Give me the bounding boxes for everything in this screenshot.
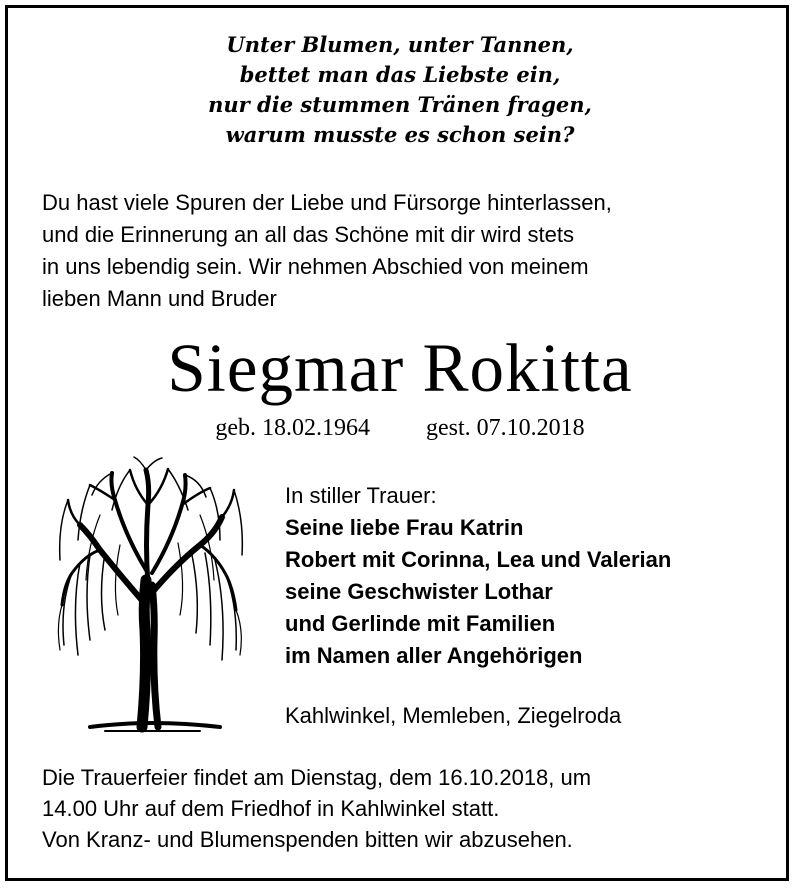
life-dates bbox=[0, 412, 800, 444]
intro-text bbox=[42, 187, 762, 315]
mourner-line: im Namen aller Angehörigen bbox=[285, 643, 583, 668]
intro-line: lieben Mann und Bruder bbox=[42, 286, 277, 311]
funeral-info bbox=[42, 762, 772, 855]
funeral-line: Von Kranz- und Blumenspenden bitten wir abzusehen. bbox=[42, 827, 573, 852]
intro-line: in uns lebendig sein. Wir nehmen Abschied von meinem bbox=[42, 254, 589, 279]
tree-icon bbox=[50, 455, 250, 740]
poem bbox=[0, 30, 800, 150]
mourner-line: Robert mit Corinna, Lea und Valerian bbox=[285, 547, 672, 572]
intro-line: und die Erinnerung an all das Schöne mit dir wird stets bbox=[42, 222, 574, 247]
birth-date: geb. 18.02.1964 bbox=[215, 415, 370, 441]
intro-line: Du hast viele Spuren der Liebe und Fürsorge hinterlassen, bbox=[42, 190, 612, 215]
places: Kahlwinkel, Memleben, Ziegelroda bbox=[285, 703, 622, 728]
poem-line: warum musste es schon sein? bbox=[225, 122, 575, 147]
mourner-line: Seine liebe Frau Katrin bbox=[285, 515, 524, 540]
death-date: gest. 07.10.2018 bbox=[425, 415, 585, 441]
deceased-name: Siegmar Rokitta bbox=[167, 330, 633, 406]
poem-line: nur die stummen Tränen fragen, bbox=[208, 92, 592, 117]
poem-line: bettet man das Liebste ein, bbox=[239, 62, 561, 87]
poem-line: Unter Blumen, unter Tannen, bbox=[226, 32, 574, 57]
mourner-line: und Gerlinde mit Familien bbox=[285, 611, 556, 636]
mourner-line: seine Geschwister Lothar bbox=[285, 579, 553, 604]
funeral-line: 14.00 Uhr auf dem Friedhof in Kahlwinkel statt. bbox=[42, 796, 500, 821]
mourners-block bbox=[285, 480, 785, 672]
funeral-line: Die Trauerfeier findet am Dienstag, dem 16.10.2018, um bbox=[42, 765, 592, 790]
mourners-heading: In stiller Trauer: bbox=[285, 483, 437, 508]
